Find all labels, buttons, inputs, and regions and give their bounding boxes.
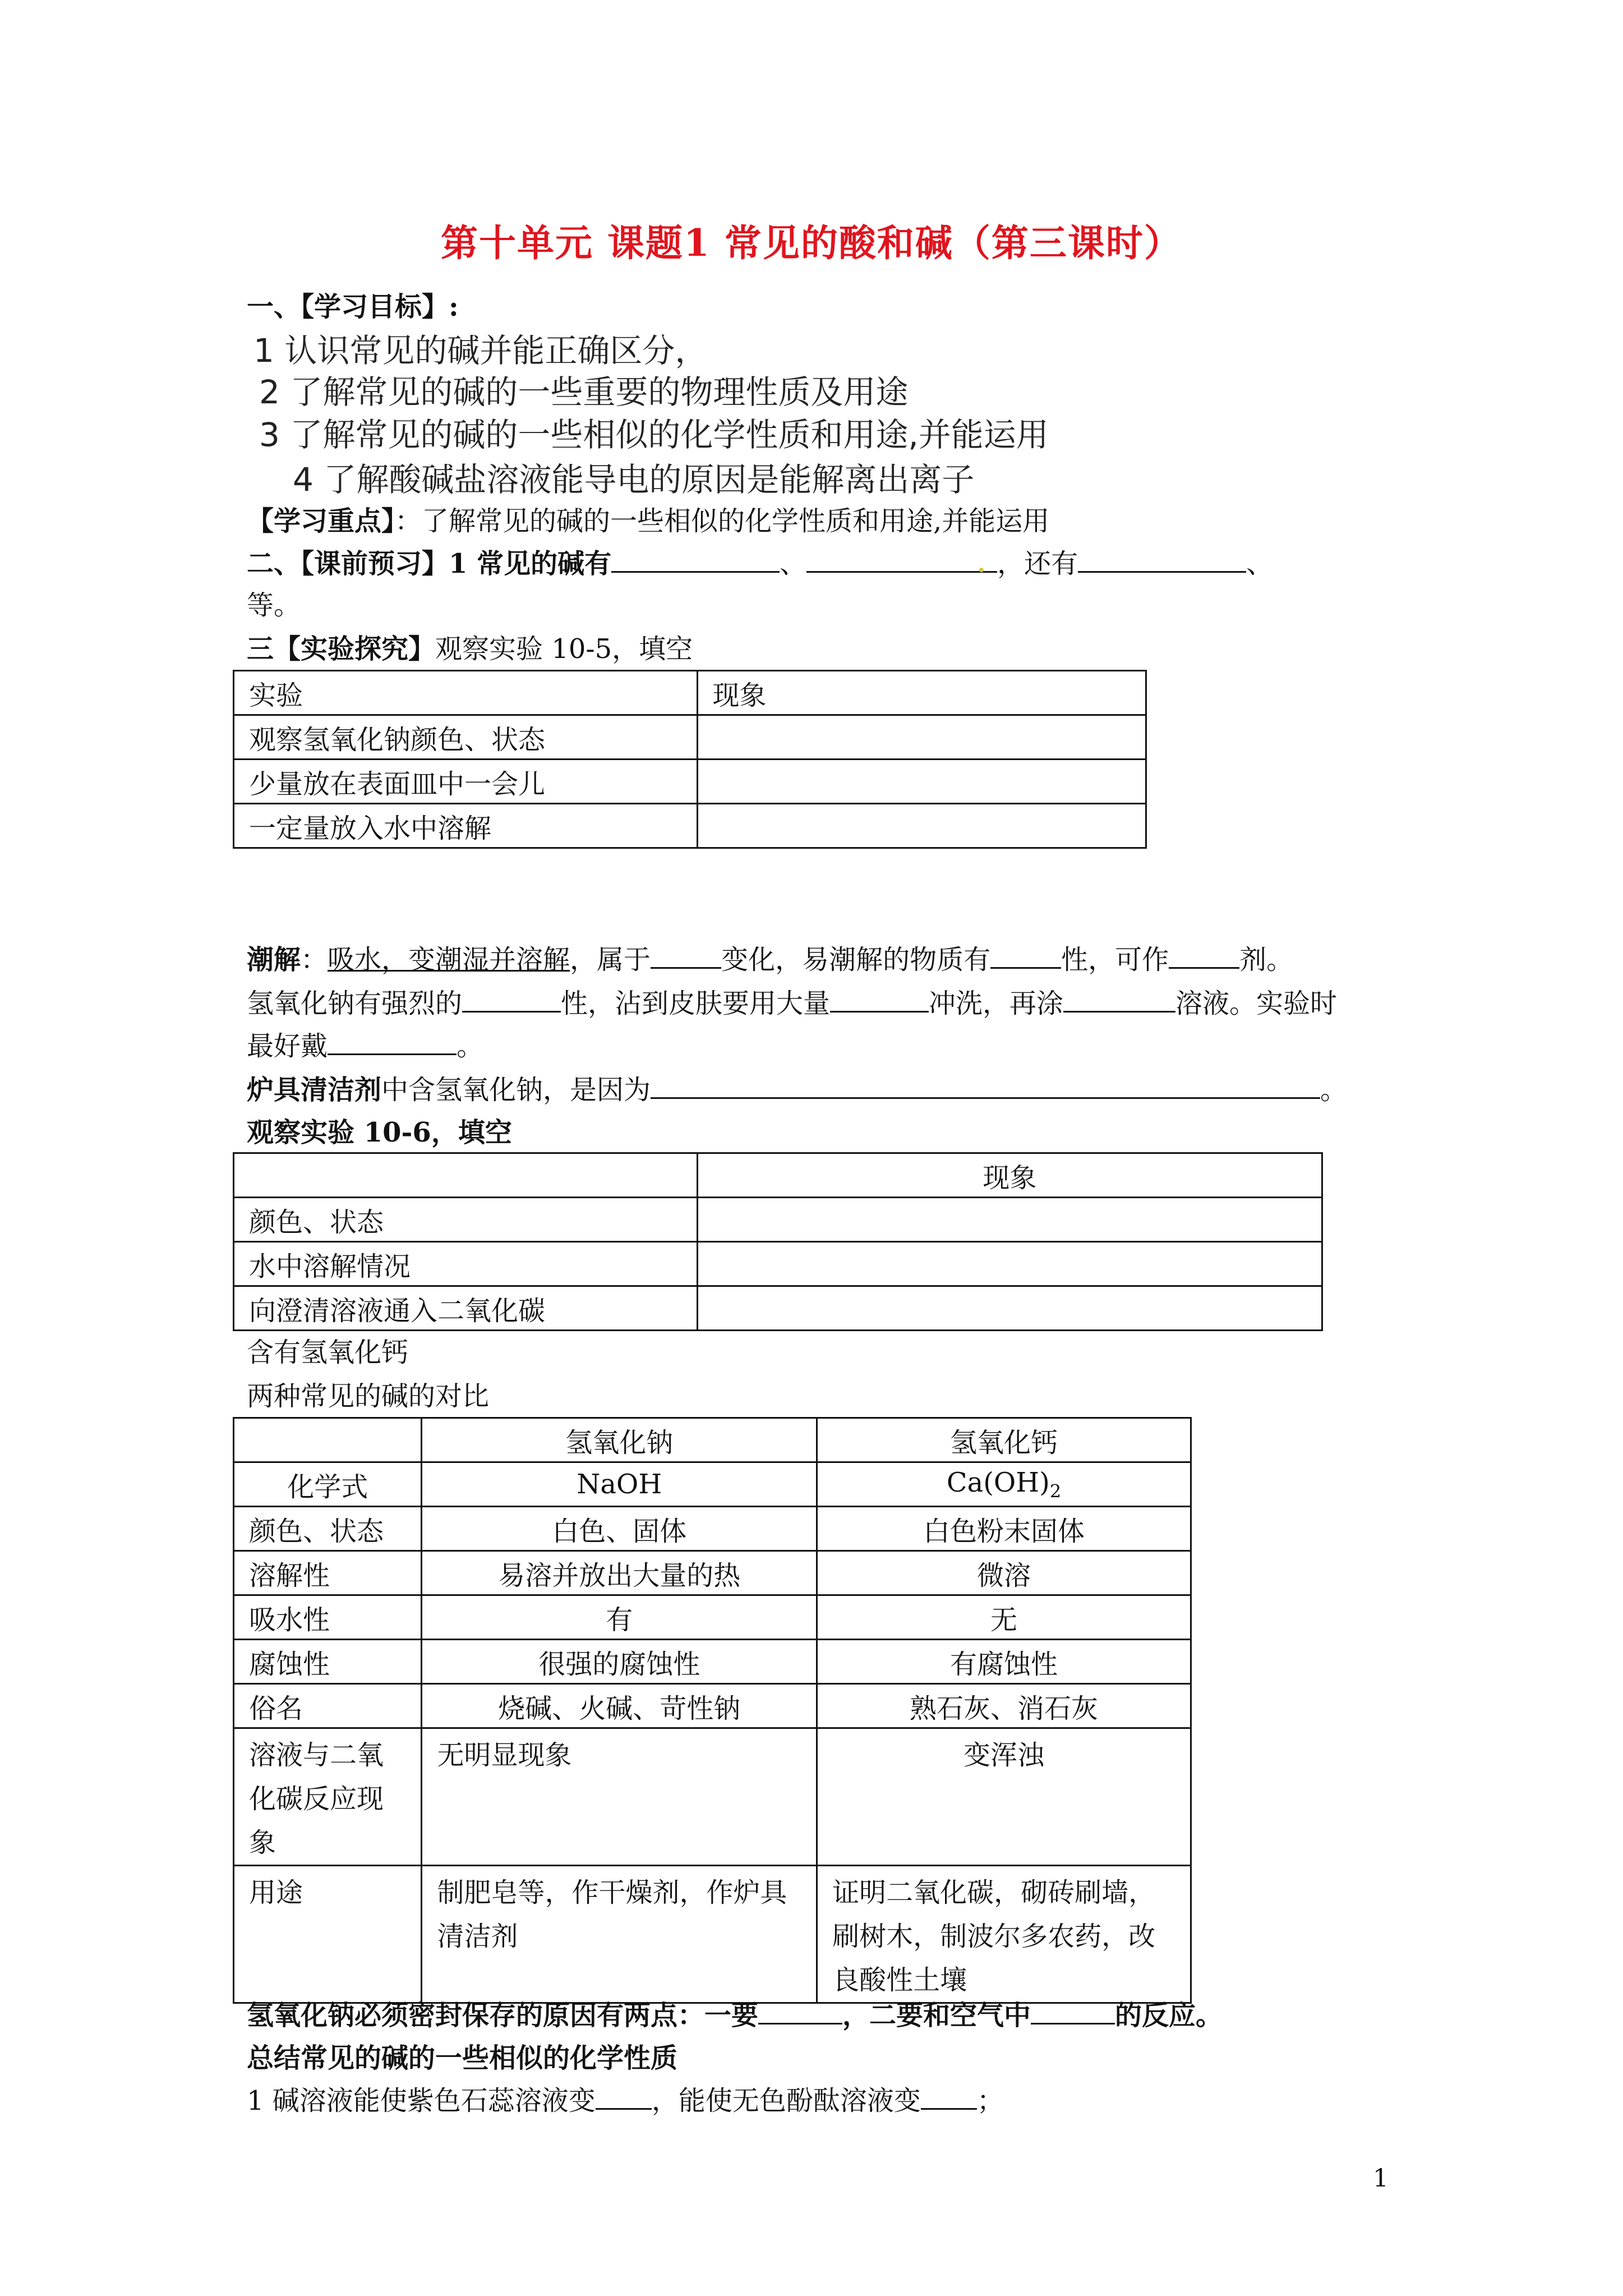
exp1-answer-cell[interactable] xyxy=(697,760,1146,804)
table-row xyxy=(234,1684,1191,1728)
stray-mark xyxy=(979,568,984,572)
exp2-heading: 观察实验 10-6，填空 xyxy=(247,1117,512,1148)
exp1-header-phenomenon: 现象 xyxy=(697,671,1146,715)
compare-caoh-cell: 微溶 xyxy=(817,1551,1191,1595)
compare-caoh-cell: 变浑浊 xyxy=(817,1728,1191,1866)
compare-row-label: 用途 xyxy=(234,1866,422,2003)
formula-subscript: 2 xyxy=(1049,1480,1062,1502)
compare-caoh-cell: 熟石灰、消石灰 xyxy=(817,1684,1191,1728)
exp1-row-label: 一定量放入水中溶解 xyxy=(234,804,698,848)
deliquescence-text: 最好戴 xyxy=(247,1030,328,1062)
cleaner-end: 。 xyxy=(1320,1074,1348,1106)
seal-text: 的反应。 xyxy=(1115,2000,1223,2031)
compare-naoh-cell: 烧碱、火碱、苛性钠 xyxy=(422,1684,817,1728)
compare-naoh-cell: 易溶并放出大量的热 xyxy=(422,1551,817,1595)
blank-property[interactable] xyxy=(990,940,1061,969)
table-row xyxy=(234,1286,1322,1331)
deliquescence-text: 性，可作 xyxy=(1061,944,1169,976)
goal-item-4: 4 了解酸碱盐溶液能导电的原因是能解离出离子 xyxy=(293,461,975,499)
deliquescence-text: 冲洗，再涂 xyxy=(929,988,1064,1019)
table-row xyxy=(234,1640,1191,1684)
table-row xyxy=(234,1551,1191,1595)
blank-solution[interactable] xyxy=(1063,984,1175,1013)
exp1-answer-cell[interactable] xyxy=(697,804,1146,848)
table-row xyxy=(234,1462,1191,1507)
focus-text: ：了解常见的碱的一些相似的化学性质和用途,并能运用 xyxy=(395,505,1050,537)
question-text: ，能使无色酚酞溶液变 xyxy=(651,2085,921,2116)
deliquescence-line-3 xyxy=(247,1024,483,1068)
page-number: 1 xyxy=(1373,2164,1389,2193)
deliquescence-text: 剂。 xyxy=(1239,944,1294,976)
exp2-answer-cell[interactable] xyxy=(697,1242,1322,1286)
preview-sep-2: ，还有 xyxy=(997,548,1078,579)
exp2-answer-cell[interactable] xyxy=(697,1286,1322,1331)
exp2-header-blank xyxy=(234,1153,698,1198)
question-1 xyxy=(247,2079,1004,2123)
exp1-label: 三【实验探究】 xyxy=(247,633,436,665)
compare-naoh-cell: 无明显现象 xyxy=(422,1728,817,1866)
table-row xyxy=(234,760,1146,804)
cleaner-label: 炉具清洁剂 xyxy=(247,1074,382,1106)
table-row xyxy=(234,1153,1322,1198)
goal-item-1: 1 认识常见的碱并能正确区分， xyxy=(253,332,708,370)
exp1-text: 观察实验 10-5，填空 xyxy=(435,633,693,665)
compare-header-blank xyxy=(234,1418,422,1462)
deliquescence-text: 性，沾到皮肤要用大量 xyxy=(561,988,831,1019)
table-row xyxy=(234,1198,1322,1242)
blank-change-type[interactable] xyxy=(651,940,721,969)
preview-sep-3: 、 xyxy=(1246,548,1274,579)
contains-line: 含有氢氧化钙 xyxy=(247,1337,409,1368)
compare-naoh-cell: 白色、固体 xyxy=(422,1507,817,1551)
compare-header-naoh: 氢氧化钠 xyxy=(422,1418,817,1462)
preview-blank-1[interactable] xyxy=(611,544,780,573)
seal-text: 氢氧化钠必须密封保存的原因有两点：一要 xyxy=(247,2000,759,2031)
preview-sep-1: 、 xyxy=(780,548,807,579)
deliquescence-label: 潮解 xyxy=(247,944,301,976)
compare-row-label: 化学式 xyxy=(234,1462,422,1507)
deliquescence-line-2 xyxy=(247,982,1337,1025)
deliquescence-line-1 xyxy=(247,938,1293,982)
formula-text: Ca(OH) xyxy=(946,1466,1050,1498)
table-row xyxy=(234,1728,1191,1866)
compare-row-label: 俗名 xyxy=(234,1684,422,1728)
blank-rinse[interactable] xyxy=(830,984,929,1013)
blank-cleaner-reason[interactable] xyxy=(651,1070,1320,1099)
exp1-header-experiment: 实验 xyxy=(234,671,698,715)
compare-naoh-cell: 制肥皂等，作干燥剂，作炉具清洁剂 xyxy=(422,1866,817,2003)
exp1-table xyxy=(233,670,1147,849)
deliquescence-definition: 吸水，变潮湿并溶解 xyxy=(328,944,570,976)
exp1-row-label: 观察氢氧化钠颜色、状态 xyxy=(234,715,698,760)
exp1-heading xyxy=(247,627,693,671)
blank-phenolphthalein[interactable] xyxy=(921,2081,977,2110)
summary-heading: 总结常见的碱的一些相似的化学性质 xyxy=(247,2042,678,2074)
exp2-answer-cell[interactable] xyxy=(697,1198,1322,1242)
question-text: 1 碱溶液能使紫色石蕊溶液变 xyxy=(247,2085,596,2116)
learning-focus xyxy=(247,499,1049,543)
compare-header-caoh: 氢氧化钙 xyxy=(817,1418,1191,1462)
goal-item-2: 2 了解常见的碱的一些重要的物理性质及用途 xyxy=(259,373,909,411)
compare-caoh-cell: 证明二氧化碳，砌砖刷墙，刷树木，制波尔多农药，改良酸性土壤 xyxy=(817,1866,1191,2003)
preview-label: 二、【课前预习】1 常见的碱有 xyxy=(247,548,612,579)
blank-agent[interactable] xyxy=(1169,940,1239,969)
compare-row-label: 溶液与二氧化碳反应现象 xyxy=(234,1728,422,1866)
blank-corrosive[interactable] xyxy=(462,984,561,1013)
cleaner-line xyxy=(247,1068,1347,1112)
deliquescence-text: 。 xyxy=(457,1030,484,1062)
compare-row-label: 腐蚀性 xyxy=(234,1640,422,1684)
seal-text: ，二要和空气中 xyxy=(842,2000,1031,2031)
compare-row-label: 溶解性 xyxy=(234,1551,422,1595)
table-row xyxy=(234,1595,1191,1640)
preview-blank-2[interactable] xyxy=(806,544,997,573)
table-row xyxy=(234,1242,1322,1286)
goal-item-3: 3 了解常见的碱的一些相似的化学性质和用途,并能运用 xyxy=(259,416,1049,454)
preview-blank-3[interactable] xyxy=(1078,544,1246,573)
table-row xyxy=(234,1507,1191,1551)
table-row xyxy=(234,715,1146,760)
exp2-table xyxy=(233,1152,1323,1331)
exp2-row-label: 水中溶解情况 xyxy=(234,1242,698,1286)
table-row xyxy=(234,1418,1191,1462)
focus-label: 【学习重点】 xyxy=(247,505,395,537)
blank-litmus[interactable] xyxy=(596,2081,652,2110)
exp2-row-label: 向澄清溶液通入二氧化碳 xyxy=(234,1286,698,1331)
table-row xyxy=(234,804,1146,848)
exp2-row-label: 颜色、状态 xyxy=(234,1198,698,1242)
seal-line xyxy=(247,1994,1223,2037)
compare-table xyxy=(233,1417,1192,2004)
exp2-header-phenomenon: 现象 xyxy=(697,1153,1322,1198)
table-row xyxy=(234,1866,1191,2003)
deliquescence-colon: ： xyxy=(301,944,328,976)
exp1-row-label: 少量放在表面皿中一会儿 xyxy=(234,760,698,804)
compare-naoh-cell: NaOH xyxy=(422,1462,817,1507)
exp1-answer-cell[interactable] xyxy=(697,715,1146,760)
compare-caoh-cell: 白色粉末固体 xyxy=(817,1507,1191,1551)
compare-heading: 两种常见的碱的对比 xyxy=(247,1381,490,1412)
compare-row-label: 吸水性 xyxy=(234,1595,422,1640)
goals-heading: 一、【学习目标】: xyxy=(247,291,459,323)
deliquescence-text: 溶液。实验时 xyxy=(1175,988,1338,1019)
question-text: ； xyxy=(976,2085,1004,2116)
table-row xyxy=(234,671,1146,715)
preview-line-2: 等。 xyxy=(247,590,301,621)
compare-row-label: 颜色、状态 xyxy=(234,1507,422,1551)
deliquescence-text: ，属于 xyxy=(570,944,651,976)
blank-seal-2[interactable] xyxy=(1031,1996,1115,2024)
compare-naoh-cell: 很强的腐蚀性 xyxy=(422,1640,817,1684)
blank-seal-1[interactable] xyxy=(758,1996,842,2024)
compare-caoh-cell: 有腐蚀性 xyxy=(817,1640,1191,1684)
compare-caoh-cell: 无 xyxy=(817,1595,1191,1640)
preview-line xyxy=(247,542,1273,586)
blank-wear[interactable] xyxy=(328,1027,457,1055)
deliquescence-text: 氢氧化钠有强烈的 xyxy=(247,988,463,1019)
page-title: 第十单元 课题1 常见的酸和碱（第三课时） xyxy=(441,221,1182,265)
cleaner-text: 中含氢氧化钠，是因为 xyxy=(381,1074,651,1106)
compare-naoh-cell: 有 xyxy=(422,1595,817,1640)
deliquescence-text: 变化，易潮解的物质有 xyxy=(721,944,991,976)
compare-caoh-cell xyxy=(817,1462,1191,1507)
